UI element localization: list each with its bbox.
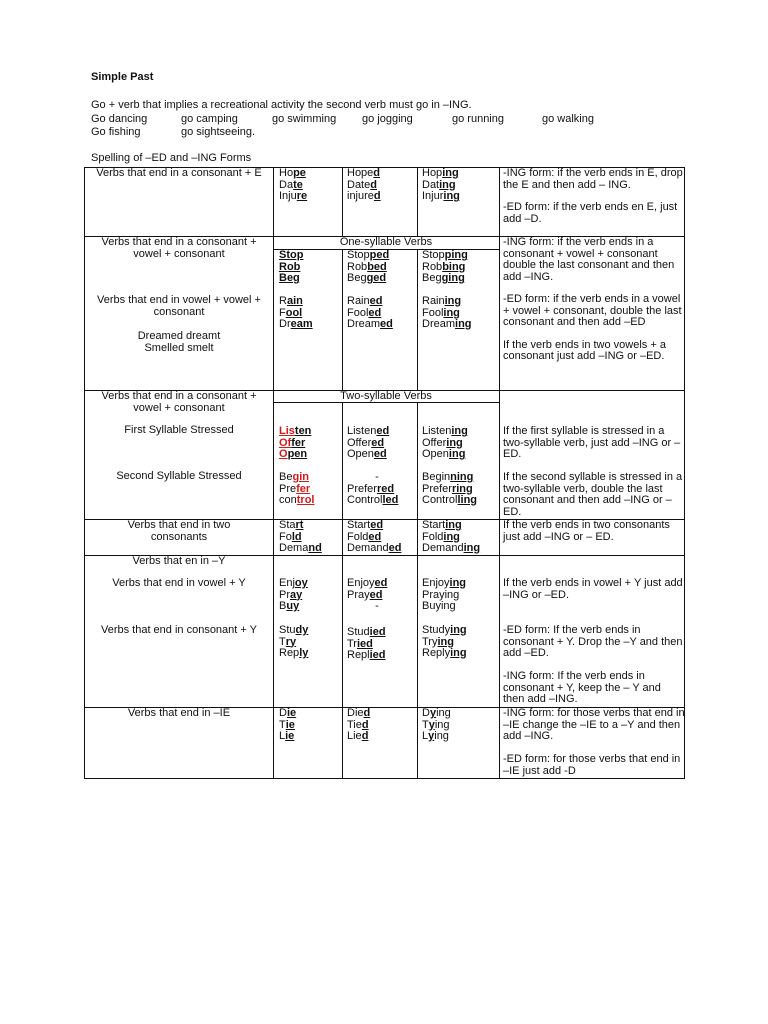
word: Demand [279, 542, 322, 554]
word: Rob [279, 260, 301, 273]
rule-text: -ING form: If the verb ends in consonant + Y, keep the – Y and then add –ING. [503, 670, 661, 705]
base-forms [279, 250, 303, 285]
word: Stopped [347, 249, 390, 261]
word: Lie [279, 730, 295, 742]
word: Offer [279, 436, 306, 449]
word: Died [347, 707, 371, 719]
word: Hope [279, 167, 306, 179]
word: Studied [347, 626, 386, 638]
word: Begged [347, 272, 387, 284]
rule-text: -ED form: If the verb ends in consonant + Y. Drop the –Y and then add –ED. [503, 624, 683, 659]
category-label: Smelled smelt [144, 342, 214, 354]
activity: Go fishing [91, 126, 141, 138]
page-title: Simple Past [91, 71, 154, 83]
word: Enjoying [422, 577, 467, 589]
category-label: First Syllable Stressed [124, 424, 234, 436]
column-divider [273, 167, 274, 779]
category-label: Verbs that end in –IE [127, 707, 231, 719]
word: Rain [279, 295, 303, 307]
word: Pray [279, 588, 303, 601]
word: Tied [347, 718, 369, 731]
intro-text: Go + verb that implies a recreational activity the second verb must go in –ING. [91, 99, 472, 111]
word: Tried [347, 637, 373, 650]
word: Replying [422, 647, 467, 659]
word: Dream [279, 318, 313, 330]
word: Lied [347, 730, 369, 742]
ed-forms [347, 168, 381, 203]
word: Begin [279, 471, 309, 483]
word: Demanded [347, 542, 402, 554]
rule-text: -ING form: if the verb ends in E, drop the E and then add – ING. -ED form: if the verb ends en E, just add –D. [503, 167, 683, 225]
word: Prayed [347, 588, 383, 601]
base-forms [279, 472, 314, 507]
word: Start [279, 519, 304, 531]
word: control [279, 494, 315, 506]
word: Lying [422, 730, 449, 742]
word: Dreamed [347, 318, 393, 330]
spelling-heading: Spelling of –ED and –ING Forms [91, 152, 252, 164]
word: Date [279, 178, 303, 191]
base-forms [279, 625, 308, 660]
word: Listened [347, 425, 390, 437]
column-divider [342, 249, 343, 390]
word: Offered [347, 436, 385, 449]
category-label: Verbs that end in consonant + Y [100, 624, 258, 636]
word: Listen [279, 425, 312, 437]
column-divider [417, 249, 418, 390]
word: Study [279, 624, 309, 636]
ed-forms [347, 708, 370, 743]
ed-forms [347, 578, 407, 613]
word: Folding [422, 530, 460, 543]
column-divider [417, 167, 418, 236]
word: Praying [422, 588, 460, 601]
ing-forms [422, 472, 477, 507]
word: Robbing [422, 260, 466, 273]
word: Folded [347, 530, 382, 543]
word: Beginning [422, 471, 474, 483]
word: Stop [279, 249, 304, 261]
ed-forms [347, 472, 407, 507]
table-border [84, 778, 685, 779]
ed-forms [347, 426, 389, 461]
word: Starting [422, 519, 462, 531]
base-forms [279, 520, 322, 555]
category-label: Verbs that end in vowel + Y [112, 577, 246, 589]
word: Hoped [347, 167, 381, 179]
activity: go walking [542, 113, 594, 125]
column-divider [342, 167, 343, 236]
word: Trying [422, 635, 454, 648]
word: Fooled [347, 306, 382, 319]
rule-text: If the second syllable is stressed in a two-syllable verb, double the last consonant and then add –ING or –ED. [503, 471, 683, 518]
word: Begging [422, 272, 465, 284]
word: Tying [422, 718, 450, 731]
base-forms [279, 708, 296, 743]
word: Controlled [347, 494, 399, 506]
base-forms [279, 578, 308, 613]
word: Open [279, 448, 308, 460]
word: Dated [347, 178, 377, 191]
table-border [84, 167, 85, 779]
word: Buying [422, 600, 456, 612]
category-label: Second Syllable Stressed [116, 470, 242, 482]
subheader-one-syllable: One-syllable Verbs [339, 236, 433, 248]
activity: go swimming [272, 113, 337, 125]
ed-forms [347, 250, 389, 285]
ing-forms [422, 426, 468, 461]
activity: go running [452, 113, 504, 125]
ing-forms [422, 625, 467, 660]
base-forms [279, 296, 313, 331]
rule-text: If the first syllable is stressed in a two-syllable verb, just add –ING or –ED. [503, 425, 681, 460]
word: Started [347, 519, 384, 531]
base-forms [279, 168, 307, 203]
word: Enjoy [279, 577, 308, 589]
ing-forms [422, 520, 480, 555]
rule-text: If the verb ends in two consonants just add –ING or – ED. [503, 519, 670, 543]
word: Opening [422, 448, 466, 460]
category-label: Verbs that end in two consonants [127, 519, 231, 543]
word: Offering [422, 436, 463, 449]
category-label: Verbs that end in vowel + vowel + consonant [97, 294, 261, 318]
word: Injure [279, 190, 308, 202]
category-label: Dreamed dreamt [137, 330, 221, 342]
word: Robbed [347, 260, 387, 273]
word: Preferred [347, 482, 395, 495]
ing-forms [422, 250, 468, 285]
word: Enjoyed [347, 577, 388, 589]
word: Replied [347, 649, 386, 661]
word: Rained [347, 295, 383, 307]
word: Opened [347, 448, 387, 460]
word: Fold [279, 530, 302, 543]
word: Injuring [422, 190, 460, 202]
word: Controlling [422, 494, 478, 506]
word: Die [279, 707, 297, 719]
word: Preferring [422, 482, 473, 495]
word: Raining [422, 295, 462, 307]
word: Fooling [422, 306, 460, 319]
word: Listening [422, 425, 468, 437]
activity: go sightseeing. [181, 126, 255, 138]
word: Beg [279, 272, 300, 284]
word: - [375, 600, 379, 612]
word: Hoping [422, 167, 459, 179]
spelling-table [84, 167, 685, 779]
word: Dating [422, 178, 456, 191]
word: Fool [279, 306, 303, 319]
rule-text: -ED form: for those verbs that end in –IE just add -D [503, 753, 681, 777]
category-label: Verbs that end in a consonant + vowel + consonant [101, 390, 257, 414]
category-label: Verbs that en in –Y [132, 555, 226, 567]
ing-forms [422, 168, 460, 203]
ed-forms [347, 627, 386, 662]
category-label: Verbs that end in a consonant + vowel + consonant [101, 236, 257, 260]
word: - [375, 471, 379, 483]
column-divider [342, 402, 343, 779]
rule-text: If the verb ends in vowel + Y just add –ING or –ED. [503, 577, 683, 601]
activity: go jogging [362, 113, 413, 125]
rule-text: -ING form: if the verb ends in a consonant + vowel + consonant double the last consonant and then add –ING. -ED form: if the verb ends in a vowel + vowel + consonant, double the last consonant and then add –ED If the verb ends in two vowels + a consonant just add –ING or –ED. [503, 236, 682, 362]
word: Dying [422, 707, 451, 719]
column-divider [417, 402, 418, 779]
rule-text: -ING form: for those verbs that end in –IE change the –IE to a –Y and then add –ING. [503, 707, 685, 742]
word: injured [347, 190, 381, 202]
ing-forms [422, 708, 451, 743]
ing-forms [422, 296, 472, 331]
activity: go camping [181, 113, 238, 125]
word: Try [279, 635, 297, 648]
word: Buy [279, 600, 300, 612]
ed-forms [347, 520, 401, 555]
word: Tie [279, 718, 295, 731]
ing-forms [422, 578, 466, 613]
activity: Go dancing [91, 113, 148, 125]
column-divider [499, 167, 500, 779]
ed-forms [347, 296, 393, 331]
word: Reply [279, 647, 309, 659]
word: Demanding [422, 542, 481, 554]
base-forms [279, 426, 311, 461]
category-label: Verbs that end in a consonant + E [96, 167, 262, 179]
word: Stopping [422, 249, 468, 261]
word: Prefer [279, 482, 311, 495]
word: Dreaming [422, 318, 472, 330]
subheader-two-syllable: Two-syllable Verbs [340, 390, 432, 402]
word: Studying [422, 624, 467, 636]
